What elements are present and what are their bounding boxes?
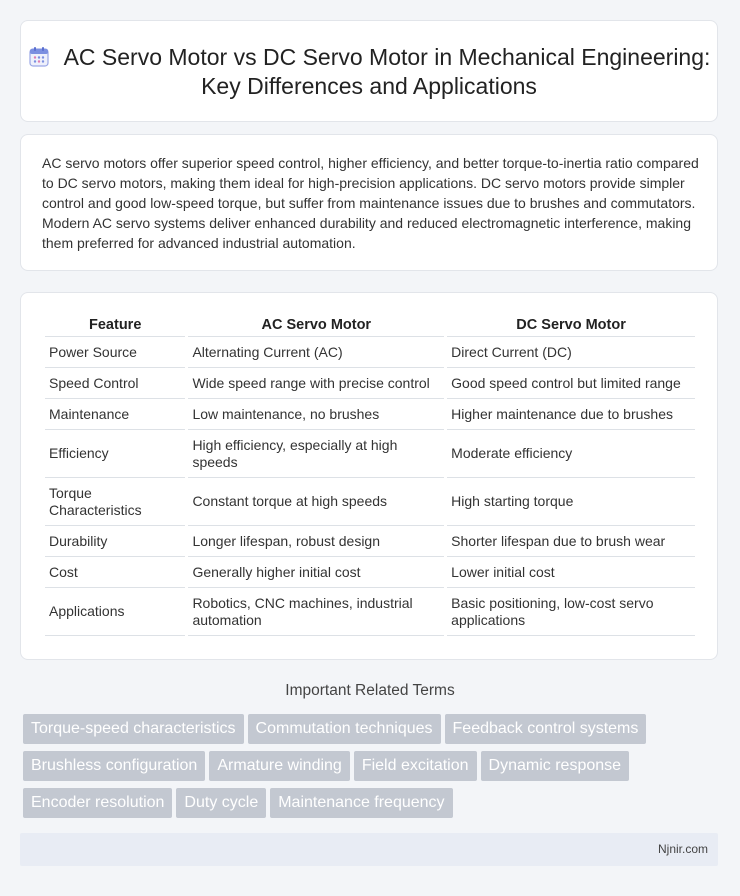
table-row <box>45 588 695 636</box>
table-cell-ac: Generally higher initial cost <box>188 557 444 588</box>
related-term-tag[interactable]: Torque-speed characteristics <box>23 714 244 744</box>
header-ac-servo: AC Servo Motor <box>188 313 444 337</box>
table-cell-feature: Durability <box>45 526 185 557</box>
header-dc-servo: DC Servo Motor <box>447 313 695 337</box>
calendar-icon <box>28 46 50 68</box>
page-title-text: AC Servo Motor vs DC Servo Motor in Mechanical Engineering: Key Differences and Applications <box>63 44 711 99</box>
related-term-tag[interactable]: Field excitation <box>354 751 477 781</box>
table-cell-feature: Maintenance <box>45 399 185 430</box>
table-cell-feature: Cost <box>45 557 185 588</box>
table-cell-ac: Alternating Current (AC) <box>188 337 444 368</box>
table-cell-feature: Applications <box>45 588 185 636</box>
related-term-tag[interactable]: Encoder resolution <box>23 788 172 818</box>
table-cell-dc: Direct Current (DC) <box>447 337 695 368</box>
table-cell-dc: Good speed control but limited range <box>447 368 695 399</box>
related-terms-row <box>23 751 703 788</box>
table-cell-ac: Wide speed range with precise control <box>188 368 444 399</box>
table-row <box>45 478 695 526</box>
table-cell-dc: Lower initial cost <box>447 557 695 588</box>
table-row <box>45 526 695 557</box>
header-feature: Feature <box>45 313 185 337</box>
summary-text: AC servo motors offer superior speed control, higher efficiency, and better torque-to-inertia ratio compared to DC servo motors, making them ideal for high-precision applications. DC servo motors provide simpler control and good low-speed torque, but suffer from maintenance issues due to brushes and commutators. Modern AC servo systems deliver enhanced durability and reduced electromagnetic interference, making them preferred for advanced industrial automation. <box>42 155 699 251</box>
footer-site[interactable]: Njnir.com <box>657 842 708 856</box>
table-cell-feature: Power Source <box>45 337 185 368</box>
related-term-tag[interactable]: Dynamic response <box>481 751 630 781</box>
table-cell-dc: Basic positioning, low-cost servo applications <box>447 588 695 636</box>
title-card <box>20 20 718 122</box>
table-cell-ac: Robotics, CNC machines, industrial automation <box>188 588 444 636</box>
table-cell-ac: Low maintenance, no brushes <box>188 399 444 430</box>
related-term-tag[interactable]: Maintenance frequency <box>270 788 452 818</box>
table-cell-dc: Shorter lifespan due to brush wear <box>447 526 695 557</box>
related-term-tag[interactable]: Feedback control systems <box>445 714 647 744</box>
table-cell-ac: Constant torque at high speeds <box>188 478 444 526</box>
table-cell-ac: High efficiency, especially at high speeds <box>188 430 444 478</box>
page-title <box>21 43 717 101</box>
table-row <box>45 430 695 478</box>
related-term-tag[interactable]: Armature winding <box>209 751 350 781</box>
table-cell-feature: Torque Characteristics <box>45 478 185 526</box>
table-row <box>45 368 695 399</box>
table-cell-dc: Moderate efficiency <box>447 430 695 478</box>
table-row <box>45 557 695 588</box>
related-term-tag[interactable]: Duty cycle <box>176 788 266 818</box>
related-terms-row <box>23 788 703 825</box>
table-row <box>45 337 695 368</box>
comparison-table-card <box>20 292 718 660</box>
table-cell-feature: Efficiency <box>45 430 185 478</box>
summary-card <box>20 134 718 271</box>
table-header-row <box>45 313 695 337</box>
comparison-table <box>42 313 698 636</box>
related-terms-heading: Important Related Terms <box>285 682 455 699</box>
footer <box>20 833 718 866</box>
related-terms-row <box>23 714 703 751</box>
related-term-tag[interactable]: Commutation techniques <box>248 714 441 744</box>
table-cell-dc: Higher maintenance due to brushes <box>447 399 695 430</box>
table-row <box>45 399 695 430</box>
table-cell-feature: Speed Control <box>45 368 185 399</box>
related-term-tag[interactable]: Brushless configuration <box>23 751 205 781</box>
related-terms-list <box>23 714 703 825</box>
table-cell-dc: High starting torque <box>447 478 695 526</box>
table-cell-ac: Longer lifespan, robust design <box>188 526 444 557</box>
